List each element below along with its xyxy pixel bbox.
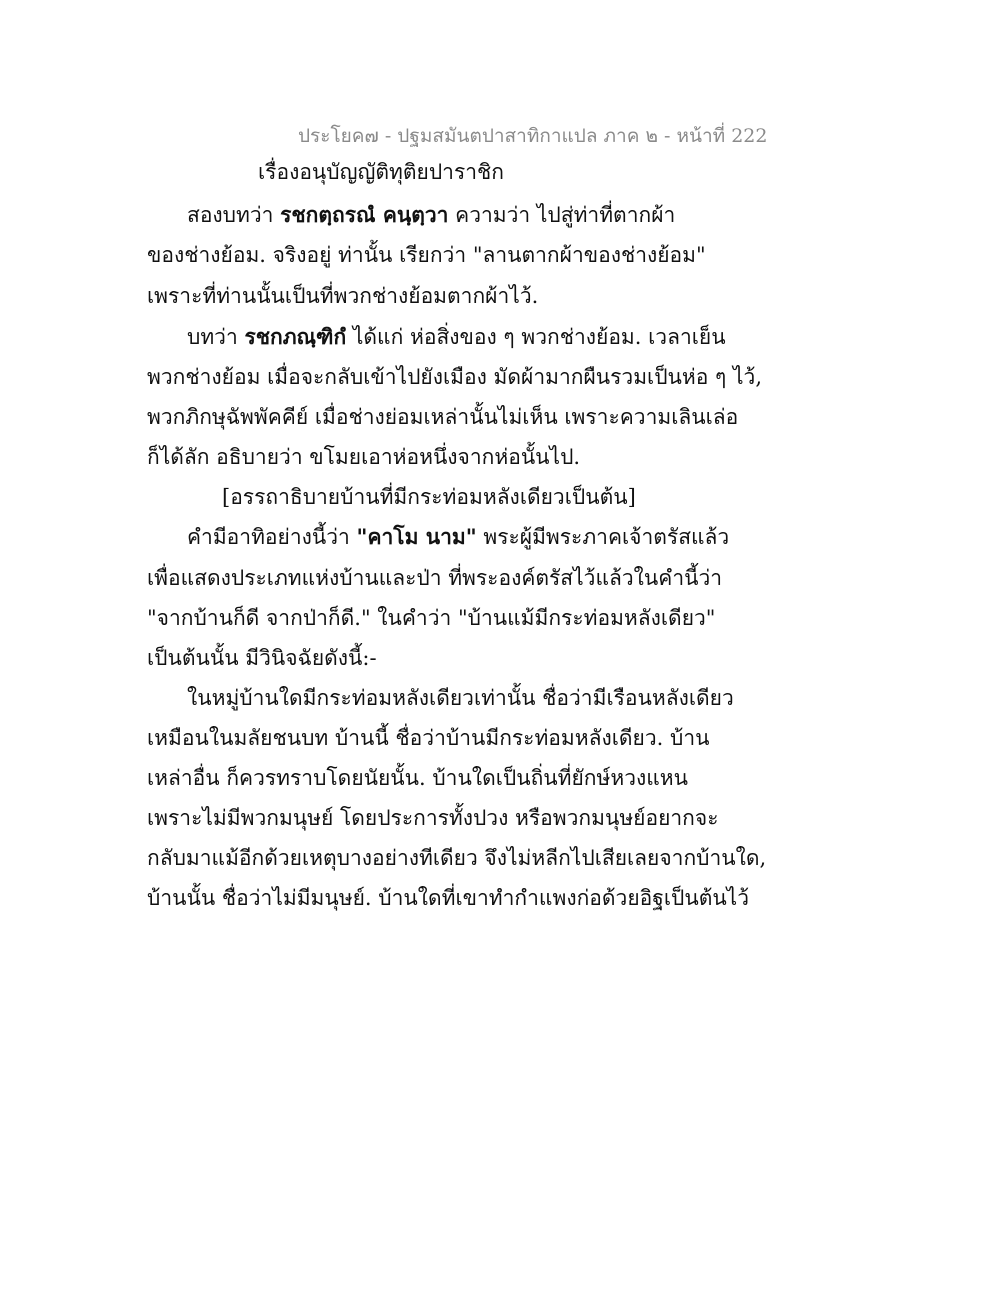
section-title: เรื่องอนุบัญญัติทุติยปาราชิก xyxy=(258,160,504,184)
para1-text-a: สองบทว่า xyxy=(187,203,274,227)
para3-line1 xyxy=(187,522,729,552)
para4-line2: เหมือนในมลัยชนบท บ้านนี้ ชื่อว่าบ้านมีกระท่อมหลังเดียว. บ้าน xyxy=(147,726,710,750)
para1-pali-term: รชกตฺถรณํ คนฺตฺวา xyxy=(280,202,449,227)
para2-line4: ก็ได้ลัก อธิบายว่า ขโมยเอาห่อหนึ่งจากห่อนั้นไป. xyxy=(147,445,581,469)
para1-text-b: ความว่า ไปสู่ท่าที่ตากผ้า xyxy=(455,203,676,227)
para4-line5: กลับมาแม้อีกด้วยเหตุบางอย่างทีเดียว จึงไม่หลีกไปเสียเลยจากบ้านใด, xyxy=(147,846,767,870)
para2-pali-term: รชกภณฺฑิกํ xyxy=(244,324,347,349)
para2-line2: พวกช่างย้อม เมื่อจะกลับเข้าไปยังเมือง มัดผ้ามากผืนรวมเป็นห่อ ๆ ไว้, xyxy=(147,365,763,389)
para4-line4: เพราะไม่มีพวกมนุษย์ โดยประการทั้งปวง หรือพวกมนุษย์อยากจะ xyxy=(147,806,719,830)
para4-line1: ในหมู่บ้านใดมีกระท่อมหลังเดียวเท่านั้น ชื่อว่ามีเรือนหลังเดียว xyxy=(187,686,734,710)
para2-line3: พวกภิกษุฉัพพัคคีย์ เมื่อช่างย่อมเหล่านั้นไม่เห็น เพราะความเลินเล่อ xyxy=(147,405,739,429)
para1-line3: เพราะที่ท่านนั้นเป็นที่พวกช่างย้อมตากผ้าไว้. xyxy=(147,284,539,308)
para4-line3: เหล่าอื่น ก็ควรทราบโดยนัยนั้น. บ้านใดเป็นถิ่นที่ยักษ์หวงแหน xyxy=(147,766,688,790)
para3-text-b: พระผู้มีพระภาคเจ้าตรัสแล้ว xyxy=(483,525,730,549)
para3-line4: เป็นต้นนั้น มีวินิจฉัยดังนี้:- xyxy=(147,646,377,670)
para4-line6: บ้านนั้น ชื่อว่าไม่มีมนุษย์. บ้านใดที่เขาทำกำแพงก่อด้วยอิฐเป็นต้นไว้ xyxy=(147,886,750,910)
para1-line2: ของช่างย้อม. จริงอยู่ ท่านั้น เรียกว่า "ลานตากผ้าของช่างย้อม" xyxy=(147,243,706,267)
para3-text-a: คำมีอาทิอย่างนี้ว่า xyxy=(187,525,350,549)
para3-line3: "จากบ้านก็ดี จากป่าก็ดี." ในคำว่า "บ้านแม้มีกระท่อมหลังเดียว" xyxy=(147,606,716,630)
page-header: ประโยค๗ - ปฐมสมันตปาสาทิกาแปล ภาค ๒ - หน้าที่ 222 xyxy=(298,125,768,147)
para2-text-a: บทว่า xyxy=(187,325,238,349)
section-heading: [อรรถาธิบายบ้านที่มีกระท่อมหลังเดียวเป็นต้น] xyxy=(222,485,636,509)
para3-line2: เพื่อแสดงประเภทแห่งบ้านและป่า ที่พระองค์ตรัสไว้แล้วในคำนี้ว่า xyxy=(147,566,723,590)
para1-line1 xyxy=(187,200,675,230)
para2-text-b: ได้แก่ ห่อสิ่งของ ๆ พวกช่างย้อม. เวลาเย็น xyxy=(352,325,726,349)
para3-pali-term: "คาโม นาม" xyxy=(356,524,477,549)
para2-line1 xyxy=(187,322,726,352)
